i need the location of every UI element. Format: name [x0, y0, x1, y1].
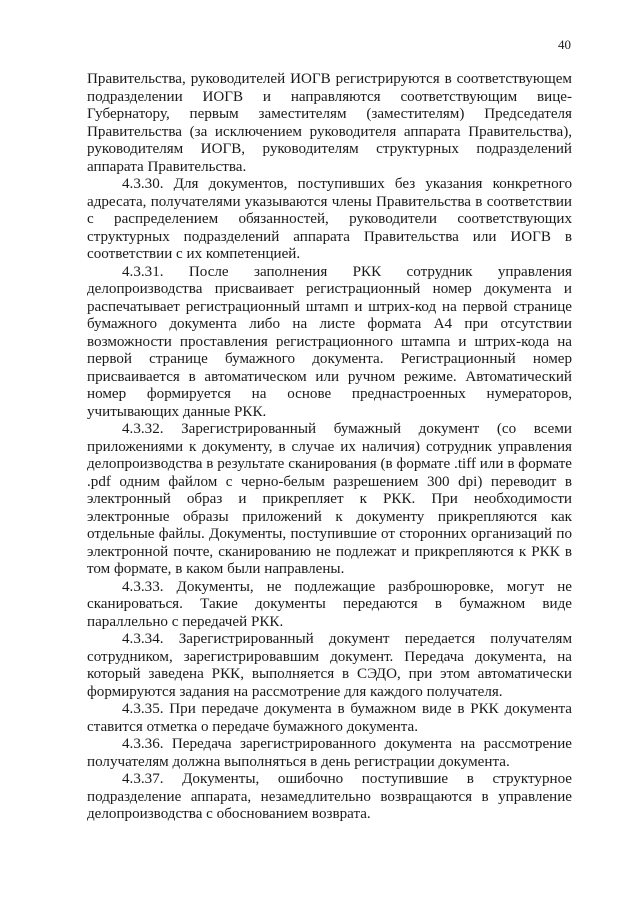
paragraph-4-3-30: 4.3.30. Для документов, поступивших без указания конкретного адресата, получателями указываются члены Правительства в соответствии с распределением обязанностей, руководители соответствующих структурных подразделений аппарата Правительства или ИОГВ в соответствии с их компетенцией. [87, 176, 572, 262]
paragraph-continuation: Правительства, руководителей ИОГВ регистрируются в соответствующем подразделении ИОГВ и направляются соответствующим вице-Губернатору, первым заместителям (заместителям) Председателя Правительства (за исключением руководителя аппарата Правительства), руководителям ИОГВ, руководителям структурных подразделений аппарата Правительства. [87, 71, 572, 175]
paragraph-4-3-34: 4.3.34. Зарегистрированный документ передается получателям сотрудником, зарегистрировавшим документ. Передача документа, на который заведена РКК, выполняется в СЭДО, при этом автоматически формируются задания на рассмотрение для каждого получателя. [87, 631, 572, 700]
paragraph-4-3-35: 4.3.35. При передаче документа в бумажном виде в РКК документа ставится отметка о передаче бумажного документа. [87, 701, 572, 735]
paragraph-4-3-37: 4.3.37. Документы, ошибочно поступившие в структурное подразделение аппарата, незамедлительно возвращаются в управление делопроизводства с обоснованием возврата. [87, 771, 572, 822]
document-body [87, 71, 572, 824]
paragraph-4-3-33: 4.3.33. Документы, не подлежащие разброшюровке, могут не сканироваться. Такие документы передаются в бумажном виде параллельно с передачей РКК. [87, 578, 572, 630]
page-number: 40 [558, 37, 571, 52]
paragraph-4-3-32: 4.3.32. Зарегистрированный бумажный документ (со всеми приложениями к документу, в случае их наличия) сотрудник управления делопроизводства в результате сканирования (в формате .tiff или в формате .pdf одним файлом с черно-белым разрешением 300 dpi) переводит в электронный образ и прикрепляет к РКК. При необходимости электронные образы приложений к документу прикрепляются как отдельные файлы. Документы, поступившие от сторонних организаций по электронной почте, сканированию не подлежат и прикрепляются к РКК в том формате, в каком были направлены. [87, 421, 572, 577]
paragraph-4-3-31: 4.3.31. После заполнения РКК сотрудник управления делопроизводства присваивает регистрационный номер документа и распечатывает регистрационный штамп и штрих-код на первой странице бумажного документа либо на листе формата А4 при отсутствии возможности проставления регистрационного штампа и штрих-кода на первой странице бумажного документа. Регистрационный номер присваивается в автоматическом или ручном режиме. Автоматический номер формируется на основе преднастроенных нумераторов, учитывающих данные РКК. [87, 263, 572, 420]
paragraph-4-3-36: 4.3.36. Передача зарегистрированного документа на рассмотрение получателям должна выполняться в день регистрации документа. [87, 736, 572, 770]
